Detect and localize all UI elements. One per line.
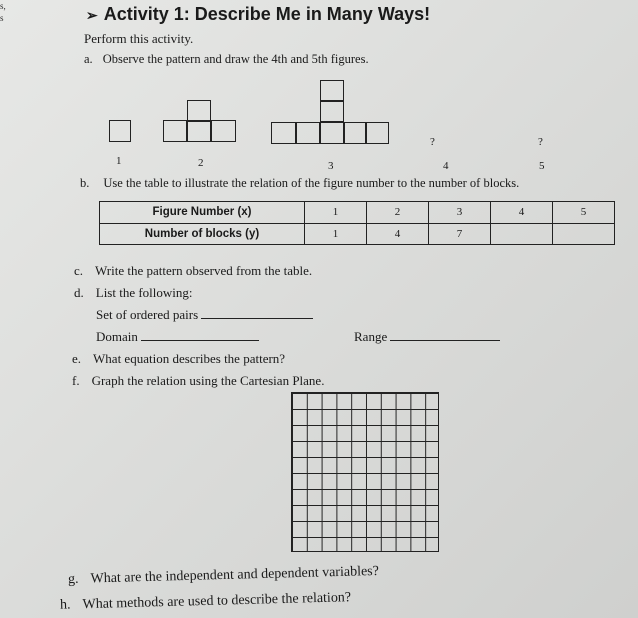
table-row xyxy=(100,223,615,245)
table-cell: 1 xyxy=(305,202,367,224)
table-header: Number of blocks (y) xyxy=(100,223,305,245)
figure-blocks-table xyxy=(99,201,615,245)
unknown-figure-mark: ? xyxy=(538,136,543,148)
domain-label: Domain xyxy=(96,329,138,344)
block xyxy=(109,120,131,142)
question-e xyxy=(72,351,285,367)
edge-text-line: s, xyxy=(0,1,6,11)
figure-label: 4 xyxy=(443,160,449,172)
arrow-bullet-icon: ➢ xyxy=(86,7,98,23)
question-marker: c. xyxy=(74,263,84,278)
table-cell: 7 xyxy=(429,223,491,245)
question-d xyxy=(74,285,193,301)
figure-label: 5 xyxy=(539,160,545,172)
question-marker: e. xyxy=(72,351,82,366)
table-header: Figure Number (x) xyxy=(100,202,305,224)
cartesian-grid[interactable] xyxy=(291,392,439,552)
block xyxy=(365,122,389,144)
step-a-text: Observe the pattern and draw the 4th and 5th figures. xyxy=(102,52,369,66)
step-a-marker: a. xyxy=(84,52,93,66)
table-cell xyxy=(491,223,553,245)
block xyxy=(163,120,188,142)
ordered-pairs-row xyxy=(96,306,313,323)
table-cell: 4 xyxy=(491,202,553,224)
step-a xyxy=(84,52,369,67)
question-text: What are the independent and dependent variables? xyxy=(90,563,380,587)
question-g xyxy=(68,564,379,588)
figure-label: 1 xyxy=(116,155,122,167)
table-cell: 5 xyxy=(553,202,615,224)
domain-row xyxy=(96,328,259,345)
question-marker: g. xyxy=(67,571,79,588)
unknown-figure-mark: ? xyxy=(430,136,435,148)
table-cell: 4 xyxy=(367,223,429,245)
question-text: Graph the relation using the Cartesian Plane. xyxy=(91,373,325,388)
table-cell xyxy=(553,223,615,245)
table-cell: 1 xyxy=(305,223,367,245)
block xyxy=(271,122,297,144)
range-row xyxy=(354,328,500,345)
question-text: Write the pattern observed from the table. xyxy=(95,263,313,278)
domain-answer-line[interactable] xyxy=(141,328,259,341)
question-marker: f. xyxy=(72,373,80,388)
block xyxy=(343,122,367,144)
question-marker: h. xyxy=(59,597,71,613)
ordered-pairs-label: Set of ordered pairs xyxy=(96,307,199,322)
step-b-text: Use the table to illustrate the relation of the figure number to the number of blocks. xyxy=(103,176,520,190)
activity-title xyxy=(86,4,430,25)
figure-label: 2 xyxy=(198,157,204,169)
step-b-marker: b. xyxy=(80,176,90,190)
question-f xyxy=(72,373,324,389)
table-cell: 2 xyxy=(367,202,429,224)
edge-text-line: s xyxy=(0,13,4,23)
block xyxy=(319,122,345,144)
block xyxy=(210,120,236,142)
table-row xyxy=(100,202,615,224)
block xyxy=(320,80,344,102)
block xyxy=(295,122,321,144)
range-label: Range xyxy=(354,329,388,344)
step-b xyxy=(80,176,519,191)
block xyxy=(187,100,211,122)
question-text: List the following: xyxy=(95,285,193,300)
block xyxy=(186,120,212,142)
perform-instruction: Perform this activity. xyxy=(84,31,194,46)
table-cell: 3 xyxy=(429,202,491,224)
question-marker: d. xyxy=(74,285,84,300)
activity-title-text: Activity 1: Describe Me in Many Ways! xyxy=(103,4,431,24)
question-c xyxy=(74,263,312,279)
question-h xyxy=(60,590,351,614)
block xyxy=(320,100,344,122)
figure-label: 3 xyxy=(328,160,334,172)
range-answer-line[interactable] xyxy=(390,328,500,341)
question-text: What methods are used to describe the relation? xyxy=(82,590,352,613)
edge-text xyxy=(0,0,14,40)
question-text: What equation describes the pattern? xyxy=(93,351,286,366)
ordered-pairs-answer-line[interactable] xyxy=(201,306,313,319)
